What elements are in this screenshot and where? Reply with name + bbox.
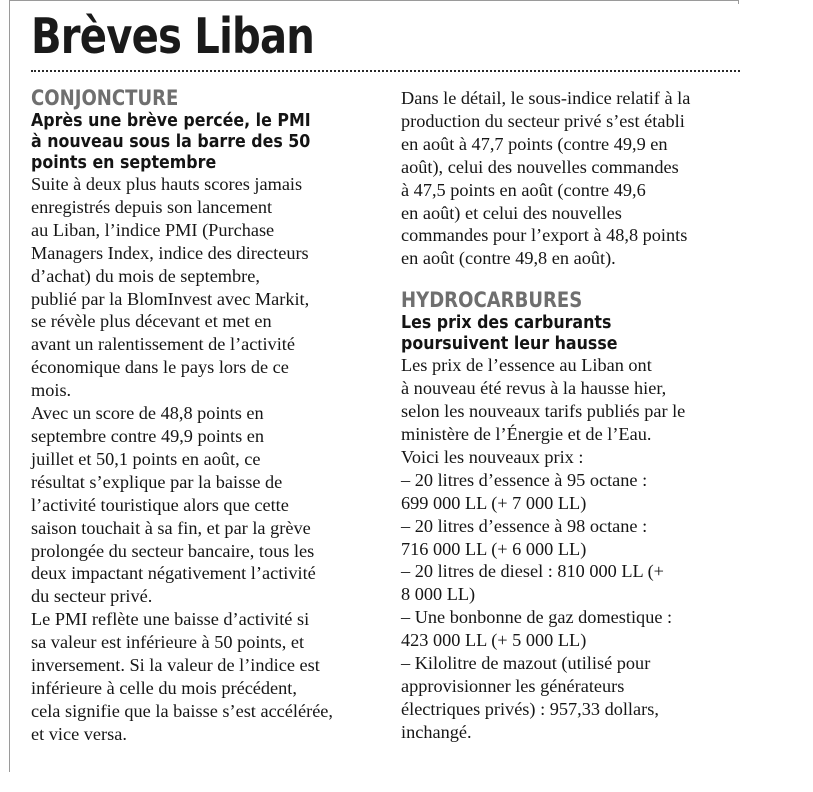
body-line: – Kilolitre de mazout (utilisé pour: [401, 653, 651, 674]
body-line: mois.: [31, 380, 72, 401]
frame-corner-tick: [738, 0, 739, 4]
body-line: – 20 litres d’essence à 98 octane :: [401, 515, 648, 536]
title-dotted-rule: [31, 70, 740, 72]
body-line: du secteur privé.: [31, 586, 153, 607]
headline-line: à nouveau sous la barre des 50: [31, 131, 311, 152]
article-body: [401, 354, 746, 743]
body-line: 8 000 LL): [401, 584, 476, 605]
body-line: Suite à deux plus hauts scores jamais: [31, 174, 303, 194]
body-line: l’activité touristique alors que cette: [31, 494, 289, 515]
headline-line: Après une brève percée, le PMI: [31, 110, 311, 131]
body-line: prolongée du secteur bancaire, tous les: [31, 540, 315, 561]
article-continuation: [401, 87, 746, 270]
body-line: ministère de l’Énergie et de l’Eau.: [401, 423, 652, 444]
article-conjoncture: [31, 86, 376, 746]
body-line: enregistrés depuis son lancement: [31, 196, 273, 217]
body-line: en août à 47,7 points (contre 49,9 en: [401, 133, 668, 154]
body-line: septembre contre 49,9 points en: [31, 425, 265, 446]
section-kicker: CONJONCTURE: [31, 86, 179, 110]
page-title: Brèves Liban: [31, 8, 315, 65]
body-line: résultat s’explique par la baisse de: [31, 471, 283, 492]
body-line: 699 000 LL (+ 7 000 LL): [401, 492, 587, 513]
body-line: Dans le détail, le sous-indice relatif à la: [401, 88, 691, 108]
article-body: [31, 173, 376, 746]
body-line: Voici les nouveaux prix :: [401, 446, 584, 467]
body-line: saison touchait à sa fin, et par la grève: [31, 517, 311, 538]
body-line: à nouveau été revus à la hausse hier,: [401, 378, 667, 399]
body-line: avant un ralentissement de l’activité: [31, 334, 295, 355]
body-line: à 47,5 points en août (contre 49,6: [401, 179, 646, 200]
body-line: 423 000 LL (+ 5 000 LL): [401, 630, 587, 651]
body-line: Managers Index, indice des directeurs: [31, 242, 309, 263]
body-line: se révèle plus décevant et met en: [31, 311, 272, 332]
body-line: au Liban, l’indice PMI (Purchase: [31, 219, 275, 240]
body-line: inférieure à celle du mois précédent,: [31, 677, 297, 698]
headline-line: poursuivent leur hausse: [401, 333, 618, 355]
body-line: commandes pour l’export à 48,8 points: [401, 225, 688, 246]
body-line: – 20 litres de diesel : 810 000 LL (+: [401, 561, 664, 582]
body-line: en août (contre 49,8 en août).: [401, 248, 616, 269]
body-line: deux impactant négativement l’activité: [31, 563, 316, 584]
body-line: économique dans le pays lors de ce: [31, 357, 289, 378]
body-line: selon les nouveaux tarifs publiés par le: [401, 401, 686, 422]
body-line: approvisionner les générateurs: [401, 675, 625, 696]
article-headline: [31, 110, 376, 173]
body-line: électriques privés) : 957,33 dollars,: [401, 698, 659, 719]
body-line: Avec un score de 48,8 points en: [31, 403, 264, 424]
body-line: – Une bonbonne de gaz domestique :: [401, 607, 673, 628]
headline-line: Les prix des carburants: [401, 312, 612, 334]
body-line: – 20 litres d’essence à 95 octane :: [401, 469, 648, 490]
section-kicker: HYDROCARBURES: [401, 288, 583, 313]
body-line: sa valeur est inférieure à 50 points, et: [31, 632, 305, 653]
body-line: d’achat) du mois de septembre,: [31, 265, 260, 286]
body-line: inchangé.: [401, 721, 472, 742]
article-separator-gap: [401, 270, 746, 288]
frame-left-border: [9, 0, 10, 772]
body-line: publié par la BlomInvest avec Markit,: [31, 288, 310, 309]
body-line: production du secteur privé s’est établi: [401, 110, 685, 131]
article-hydrocarbures: [401, 288, 746, 743]
body-line: inversement. Si la valeur de l’indice est: [31, 655, 320, 676]
body-line: juillet et 50,1 points en août, ce: [31, 448, 261, 469]
body-line: Les prix de l’essence au Liban ont: [401, 355, 652, 376]
body-line: 716 000 LL (+ 6 000 LL): [401, 538, 587, 559]
headline-line: points en septembre: [31, 152, 217, 173]
body-line: Le PMI reflète une baisse d’activité si: [31, 609, 310, 630]
body-line: août), celui des nouvelles commandes: [401, 156, 679, 177]
frame-top-border: [9, 0, 739, 1]
body-line: cela signifie que la baisse s’est accélérée,: [31, 700, 333, 721]
article-headline: [401, 312, 746, 354]
right-column: [401, 87, 746, 744]
body-line: en août) et celui des nouvelles: [401, 202, 622, 223]
body-line: et vice versa.: [31, 723, 127, 744]
left-column: [31, 86, 376, 746]
